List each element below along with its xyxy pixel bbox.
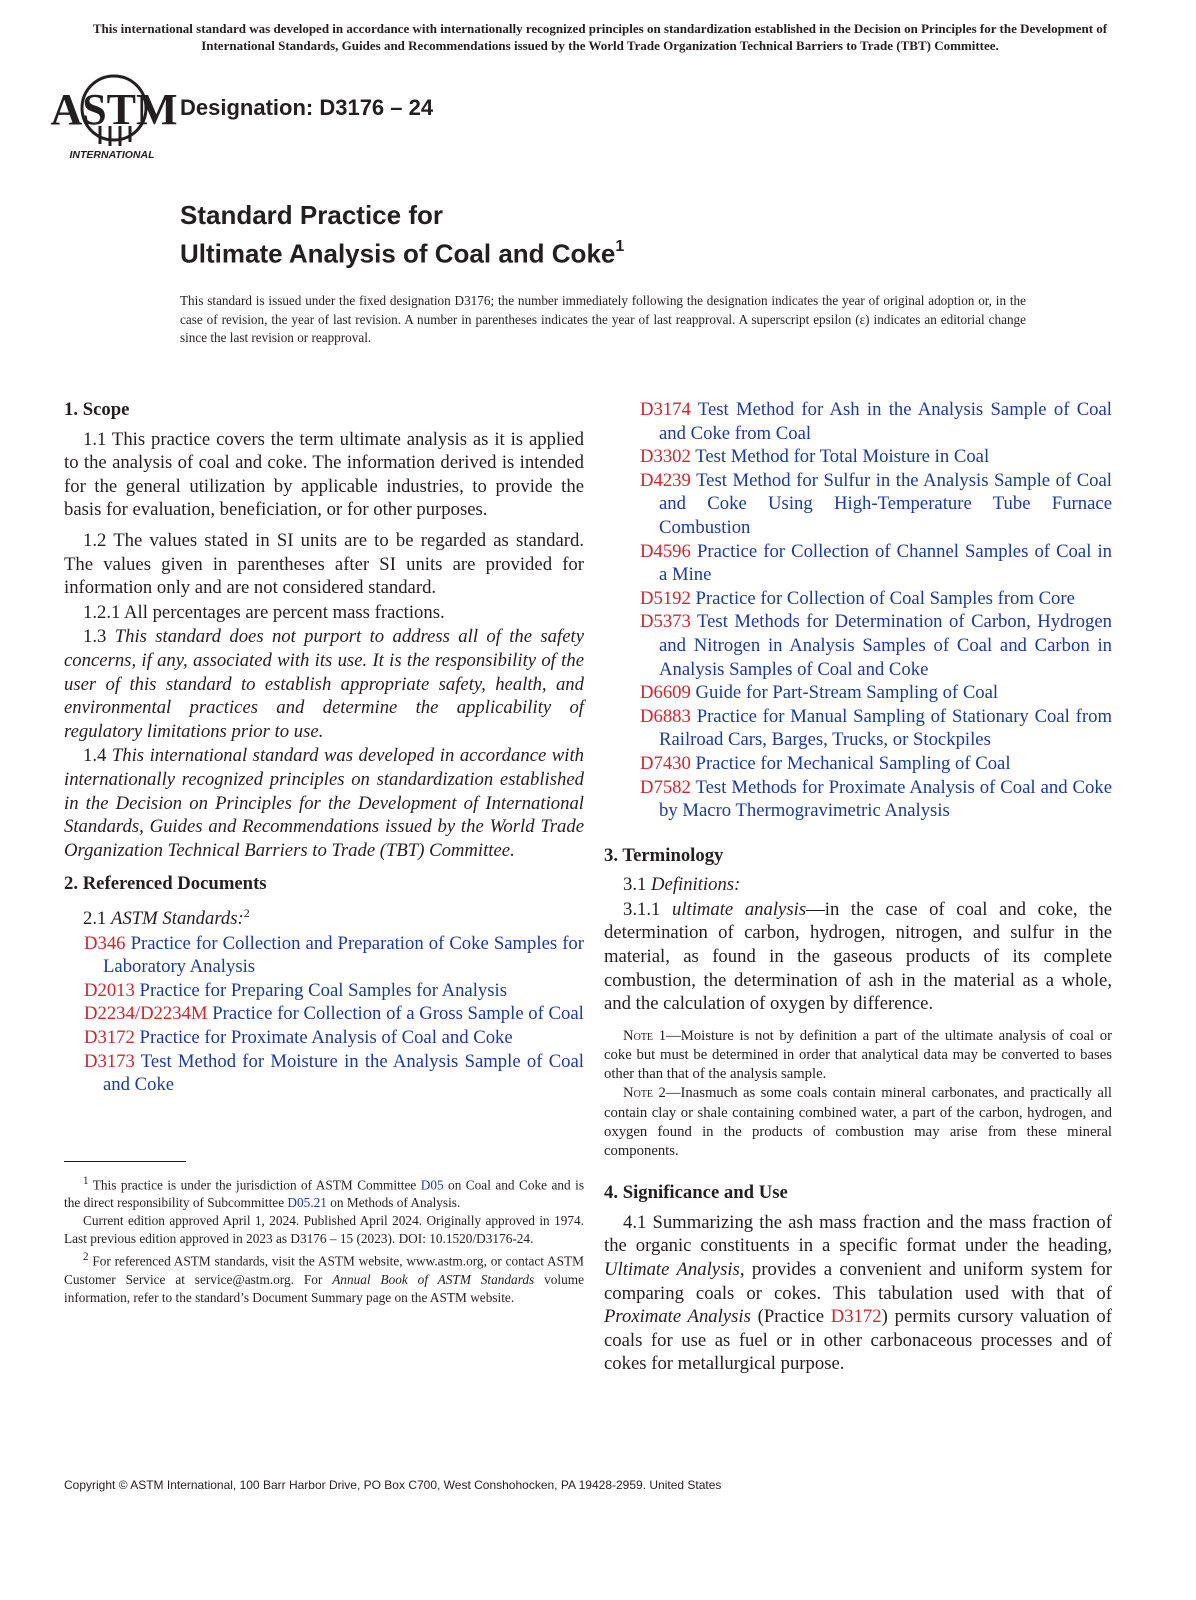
reference-code[interactable]: D7582 <box>640 776 691 798</box>
heading-scope: 1. Scope <box>64 399 130 420</box>
designation-notice: This standard is issued under the fixed designation D3176; the number immediately following the designation indicates the year of original adoption or, in the case of revision, the year of last revision. A number in parentheses indicates the year of last reapproval. A superscript epsilon (ε) indicates an editorial change since the last revision or reapproval. <box>180 293 1026 345</box>
logo-text: INTERNATIONAL <box>69 149 155 161</box>
reference-title[interactable]: Practice for Proximate Analysis of Coal and Coke <box>139 1027 513 1049</box>
reference-item[interactable] <box>64 1026 584 1050</box>
footnote-2-italic: Annual Book of ASTM Standards <box>332 1271 535 1287</box>
reference-code[interactable]: D2234/D2234M <box>84 1003 208 1025</box>
note-2 <box>604 1084 1112 1161</box>
para-3-1-1-number: 3.1.1 <box>623 898 661 920</box>
footnote-2-text-a: For referenced ASTM standards, visit the ASTM website, www.astm.org, or contact ASTM Customer Service at service@astm.org. For <box>64 1253 584 1287</box>
copyright: Copyright © ASTM International, 100 Barr Harbor Drive, PO Box C700, West Conshohocken, PA 19428-2959. United States <box>64 1478 722 1492</box>
para-4-1 <box>604 1211 1112 1376</box>
reference-title[interactable]: Test Method for Moisture in the Analysis Sample of Coal and Coke <box>103 1050 584 1096</box>
reference-title[interactable]: Practice for Preparing Coal Samples for Analysis <box>139 979 507 1001</box>
reference-title[interactable]: Practice for Collection of Channel Samples of Coal in a Mine <box>659 540 1113 586</box>
practice-d3172-link[interactable]: D3172 <box>830 1306 882 1328</box>
reference-item[interactable] <box>620 445 1112 469</box>
reference-code[interactable]: D6883 <box>640 705 691 727</box>
para-2-1-number: 2.1 <box>83 908 107 930</box>
reference-code[interactable]: D5192 <box>640 587 691 609</box>
reference-code[interactable]: D3302 <box>640 446 691 468</box>
reference-title[interactable]: Practice for Collection of a Gross Sample of Coal <box>212 1003 584 1025</box>
reference-item[interactable] <box>620 705 1112 752</box>
definition-text: —in the case of coal and coke, the determination of carbon, hydrogen, nitrogen, and sulfur in the material, as found in the gaseous products of its complete combustion, the determination of ash in the material as a whole, and the calculation of oxygen by difference. <box>604 898 1112 1015</box>
reference-title[interactable]: Practice for Mechanical Sampling of Coal <box>695 752 1011 774</box>
para-4-1-term-1: Ultimate Analysis <box>604 1259 740 1281</box>
footnote-1-text-a: This practice is under the jurisdiction of ASTM Committee <box>88 1177 421 1193</box>
reference-item[interactable] <box>620 587 1112 611</box>
footnote-edition: Current edition approved April 1, 2024. Published April 2024. Originally approved in 1974. Last previous edition approved in 2023 as D3176 – 15 (2023). DOI: 10.1520/D3176-24. <box>64 1213 584 1247</box>
defined-term: ultimate analysis <box>671 898 807 920</box>
para-3-1-1 <box>604 898 1112 1016</box>
reference-code[interactable]: D346 <box>84 932 126 954</box>
heading-significance: 4. Significance and Use <box>604 1182 788 1204</box>
footnotes <box>64 1172 584 1307</box>
para-4-1-text-d: ) permits cursory valuation of coals for use as fuel or in other carbonaceous processes and of cokes for metallurgical purpose. <box>604 1306 1112 1375</box>
footnote-mark-2: 2 <box>243 905 250 920</box>
para-1-4-number: 1.4 <box>83 745 107 767</box>
para-4-1-text-a: 4.1 Summarizing the ash mass fraction and the mass fraction of the organic constituents in a specific format under the heading, <box>604 1211 1112 1257</box>
footnote-2-mark: 2 <box>83 1251 89 1264</box>
title-line-1: Standard Practice for <box>180 200 443 230</box>
note-2-text: —Inasmuch as some coals contain mineral carbonates, and practically all contain clay or shale containing combined water, a part of the carbon, hydrogen, and oxygen found in the products of combustion may arise from these mineral components. <box>604 1085 1113 1160</box>
reference-code[interactable]: D3173 <box>84 1050 135 1072</box>
reference-title[interactable]: Test Method for Ash in the Analysis Sample of Coal and Coke from Coal <box>659 399 1113 444</box>
note-1-label: Note 1 <box>623 1027 667 1044</box>
committee-link[interactable]: D05 <box>420 1177 444 1193</box>
reference-item[interactable] <box>620 540 1112 587</box>
subcommittee-link[interactable]: D05.21 <box>287 1195 327 1211</box>
footnote-divider <box>64 1161 186 1162</box>
top-note: This international standard was developed in accordance with internationally recognized principles on standardization established in the Decision on Principles for the Development of International Standards, Guides and Recommendations issued by the World Trade Organization Technical Barriers to Trade (TBT) Committee. <box>92 21 1108 53</box>
reference-item[interactable] <box>64 1002 584 1026</box>
reference-title[interactable]: Test Method for Total Moisture in Coal <box>695 446 990 468</box>
note-1 <box>604 1027 1112 1085</box>
para-1-2-1: 1.2.1 All percentages are percent mass fractions. <box>83 601 445 623</box>
reference-item[interactable] <box>620 610 1112 681</box>
reference-item[interactable] <box>620 752 1112 776</box>
astm-logo <box>50 68 178 164</box>
para-4-1-text-b: , provides a convenient and uniform system for comparing coals or cokes. This tabulation used with that of <box>604 1259 1112 1304</box>
heading-terminology: 3. Terminology <box>604 844 724 866</box>
right-column <box>604 398 1113 1383</box>
heading-referenced-documents: 2. Referenced Documents <box>64 873 267 895</box>
footnote-1-text-b: on Coal and Coke and is the direct responsibility of Subcommittee <box>64 1177 584 1211</box>
reference-title[interactable]: Practice for Collection and Preparation of Coke Samples for Laboratory Analysis <box>103 932 584 978</box>
reference-item[interactable] <box>64 932 584 979</box>
document-title <box>180 199 624 271</box>
title-text: Ultimate Analysis of Coal and Coke <box>180 238 616 269</box>
para-1-4-text: This international standard was developed in accordance with internationally recognized principles on standardization established in the Decision on Principles for the Development of International Standards, Guides and Recommendations issued by the World Trade Organization Technical Barriers to Trade (TBT) Committee. <box>64 745 584 861</box>
reference-item[interactable] <box>620 681 1112 705</box>
reference-item[interactable] <box>620 776 1112 823</box>
para-2-1 <box>64 902 584 931</box>
para-1-3-text: This standard does not purport to address all of the safety concerns, if any, associated with its use. It is the responsibility of the user of this standard to establish appropriate safety, health, and environmental practices and determine the applicability of regulatory limitations prior to use. <box>64 626 584 742</box>
footnote-1 <box>64 1172 584 1212</box>
para-3-1 <box>604 873 1112 897</box>
reference-code[interactable]: D6609 <box>640 682 691 704</box>
reference-code[interactable]: D2013 <box>84 979 135 1001</box>
footnote-2 <box>64 1248 584 1306</box>
reference-item[interactable] <box>620 398 1112 445</box>
reference-code[interactable]: D3172 <box>84 1027 135 1049</box>
reference-title[interactable]: Guide for Part-Stream Sampling of Coal <box>695 682 999 704</box>
para-4-1-term-2: Proximate Analysis <box>604 1306 751 1328</box>
para-1-4 <box>64 744 584 862</box>
para-2-1-label: ASTM Standards: <box>111 908 244 930</box>
footnote-2-text-b: volume information, refer to the standard’s Document Summary page on the ASTM website. <box>64 1271 584 1305</box>
para-1-3-number: 1.3 <box>83 626 107 648</box>
reference-code[interactable]: D5373 <box>640 611 691 633</box>
reference-item[interactable] <box>620 469 1112 540</box>
reference-code[interactable]: D3174 <box>640 399 691 420</box>
reference-title[interactable]: Test Methods for Proximate Analysis of Coal and Coke by Macro Thermogravimetric Analysis <box>659 776 1112 822</box>
para-1-3 <box>64 625 584 743</box>
reference-code[interactable]: D4239 <box>640 469 691 491</box>
footnote-1-mark: 1 <box>83 1175 89 1187</box>
svg-text:ASTM: ASTM <box>50 85 178 134</box>
reference-title[interactable]: Practice for Collection of Coal Samples from Core <box>695 587 1075 609</box>
reference-code[interactable]: D7430 <box>640 752 691 774</box>
reference-title[interactable]: Test Methods for Determination of Carbon, Hydrogen and Nitrogen in Analysis Samples of Coal and Carbon in Analysis Samples of Coal and Coke <box>659 611 1112 680</box>
reference-code[interactable]: D4596 <box>640 540 691 562</box>
note-2-label: Note 2 <box>623 1085 666 1102</box>
left-column <box>64 398 584 1097</box>
para-1-2: 1.2 The values stated in SI units are to be regarded as standard. The values given in parentheses after SI units are provided for information only and are not considered standard. <box>64 529 584 599</box>
terminology-body <box>604 873 1112 1376</box>
para-4-1-text-c: (Practice <box>750 1306 831 1328</box>
reference-item[interactable] <box>64 1050 584 1097</box>
title-line-2 <box>180 232 624 271</box>
footnote-1-text-c: on Methods of Analysis. <box>326 1195 461 1211</box>
astm-logo-mark <box>50 68 178 164</box>
para-3-1-label: Definitions: <box>651 874 741 896</box>
para-3-1-number: 3.1 <box>623 874 647 896</box>
title-footnote-mark: 1 <box>615 238 625 255</box>
para-1-1: 1.1 This practice covers the term ultimate analysis as it is applied to the analysis of coal and coke. The information derived is intended for the general utilization by applicable industries, to provide the basis for evaluation, beneficiation, or for other purposes. <box>64 428 584 521</box>
note-1-text: —Moisture is not by definition a part of the ultimate analysis of coal or coke but must be determined in order that analytical data may be converted to bases other than that of the analysis sample. <box>604 1027 1112 1083</box>
reference-item[interactable] <box>64 979 584 1003</box>
reference-title[interactable]: Test Method for Sulfur in the Analysis Sample of Coal and Coke Using High-Temperature Tube Furnace Combustion <box>659 469 1112 538</box>
reference-title[interactable]: Practice for Manual Sampling of Stationary Coal from Railroad Cars, Barges, Trucks, or Stockpiles <box>659 705 1112 751</box>
designation: Designation: D3176 – 24 <box>180 95 434 120</box>
